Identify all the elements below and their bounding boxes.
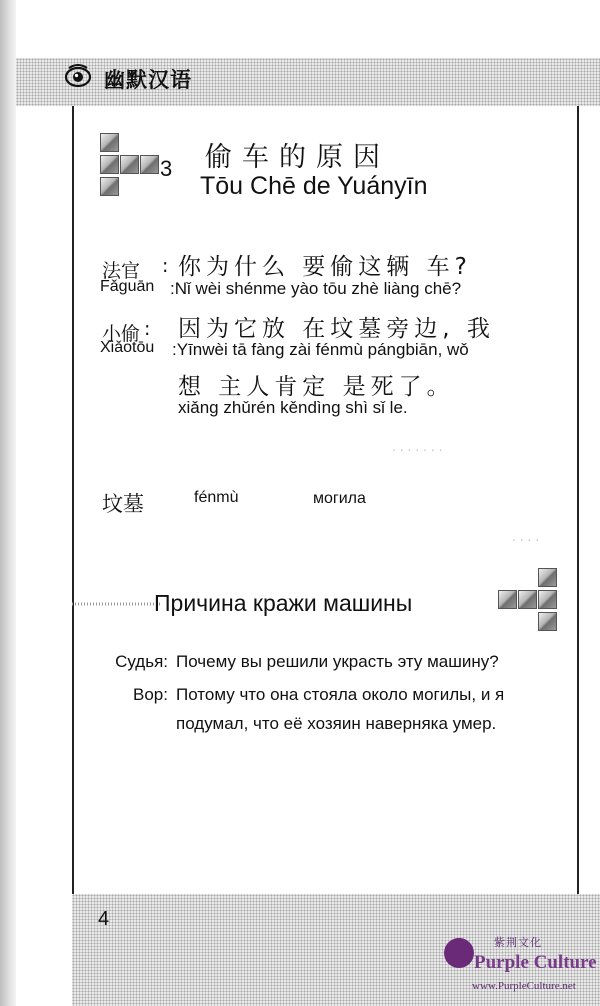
tile — [140, 155, 159, 174]
tile — [498, 590, 517, 609]
vocab-chinese: 坟墓 — [102, 492, 144, 516]
tile — [538, 590, 557, 609]
dotted-rule — [72, 600, 162, 608]
translation-title: Причина кражи машины — [154, 590, 413, 616]
tile — [100, 133, 119, 152]
tile — [100, 155, 119, 174]
show-through-text: . . . . — [512, 528, 540, 544]
speaker-judge-pinyin: Fǎguān — [100, 278, 155, 295]
watermark-name: Purple Culture — [474, 952, 597, 973]
tile — [538, 612, 557, 631]
colon: : — [144, 318, 151, 340]
show-through-text: . . . . . . . — [392, 438, 443, 454]
watermark-chinese: 紫荆文化 — [494, 936, 542, 949]
lesson-title-chinese: 偷车的原因 — [205, 142, 390, 173]
eye-swirl-icon — [64, 62, 92, 90]
speaker-thief-cn: 小偷 — [102, 323, 141, 345]
pinyin-text: Nǐ wèi shénme yào tōu zhè liàng chē? — [174, 279, 462, 298]
watermark-url: www.PurpleCulture.net — [472, 980, 576, 992]
dialogue-line-pinyin: xiǎng zhǔrén kěndìng shì sǐ le. — [178, 398, 408, 417]
dialogue-line-cn: 你为什么 要偷这辆 车? — [178, 254, 472, 280]
vocab-russian: могила — [313, 490, 366, 507]
translation-speaker: Судья: — [115, 652, 168, 671]
dialogue-line-cn: 因为它放 在坟墓旁边, 我 — [178, 316, 495, 342]
dialogue-line-pinyin: :Nǐ wèi shénme yào tōu zhè liàng chē? — [170, 279, 462, 298]
tile — [518, 590, 537, 609]
book-title: 幽默汉语 — [104, 68, 192, 92]
translation-line: Потому что она стояла около могилы, и я подумал, что её хозяин наверняка умер. — [176, 685, 505, 733]
tile — [120, 155, 139, 174]
translation-line: Почему вы решили украсть эту машину? — [176, 652, 499, 671]
page-number: 4 — [98, 908, 110, 930]
speaker-judge-cn: 法官 — [102, 260, 141, 282]
lesson-title-pinyin: Tōu Chē de Yuányīn — [200, 172, 428, 200]
translation-speaker: Вор: — [133, 685, 168, 704]
dialogue-line-cn: 想 主人肯定 是死了。 — [178, 374, 455, 400]
watermark-logo-icon — [444, 938, 474, 968]
lesson-number: 3 — [160, 156, 173, 181]
dialogue-line-pinyin: :Yīnwèi tā fàng zài fénmù pángbiān, wǒ — [172, 340, 469, 359]
page-edge-shadow — [0, 0, 16, 1006]
pinyin-text: Yīnwèi tā fàng zài fénmù pángbiān, wǒ — [176, 340, 469, 359]
speaker-thief-pinyin: Xiǎotōu — [100, 339, 155, 356]
tile — [538, 568, 557, 587]
tile — [100, 177, 119, 196]
colon: : — [162, 255, 169, 277]
vocab-pinyin: fénmù — [194, 489, 239, 506]
